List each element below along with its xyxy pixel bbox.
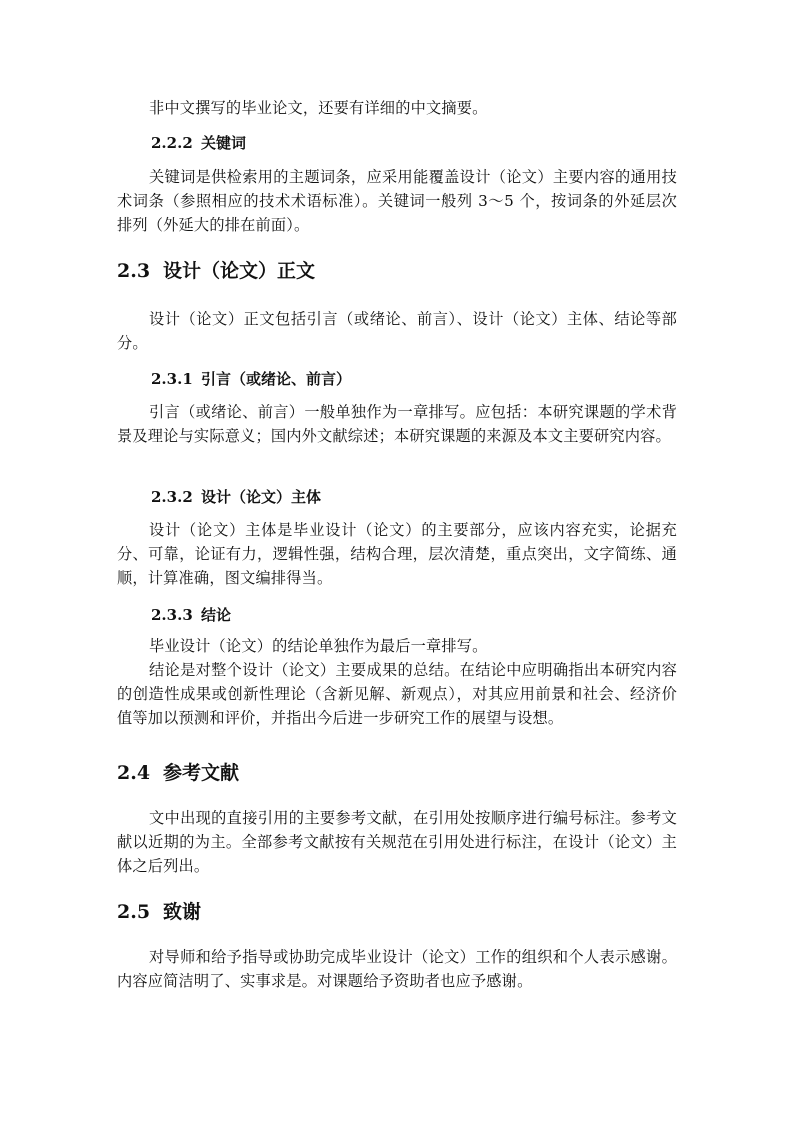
paragraph-text: 毕业设计（论文）的结论单独作为最后一章排写。 xyxy=(149,637,488,655)
heading-2-3-2 xyxy=(117,485,677,509)
paragraph-references xyxy=(117,806,677,878)
heading-number: 2.2.2 xyxy=(151,134,193,152)
paragraph-introduction xyxy=(117,400,677,448)
paragraph-text: 结论是对整个设计（论文）主要成果的总结。在结论中应明确指出本研究内容的创造性成果或创新性理论（含新见解、新观点），对其应用前景和社会、经济价值等加以预测和评价，并指出今后进一步研究工作的展望与设想。 xyxy=(117,661,677,727)
paragraph-text: 设计（论文）主体是毕业设计（论文）的主要部分，应该内容充实，论据充分、可靠，论证有力，逻辑性强，结构合理，层次清楚，重点突出，文字简练、通顺，计算准确，图文编排得当。 xyxy=(117,521,677,587)
heading-number: 2.5 xyxy=(117,901,151,923)
heading-2-3-3 xyxy=(117,603,677,627)
paragraph-conclusion-1 xyxy=(117,634,677,658)
paragraph-abstract-note xyxy=(117,96,677,120)
paragraph-conclusion-2 xyxy=(117,658,677,730)
paragraph-text: 非中文撰写的毕业论文，还要有详细的中文摘要。 xyxy=(149,99,488,117)
heading-title: 设计（论文）正文 xyxy=(163,260,316,282)
paragraph-body-intro xyxy=(117,307,677,355)
heading-title: 设计（论文）主体 xyxy=(201,488,322,506)
heading-title: 结论 xyxy=(201,606,232,624)
heading-title: 引言（或绪论、前言） xyxy=(201,370,352,388)
paragraph-text: 引言（或绪论、前言）一般单独作为一章排写。应包括：本研究课题的学术背景及理论与实际意义；国内外文献综述；本研究课题的来源及本文主要研究内容。 xyxy=(117,403,677,445)
heading-number: 2.3.1 xyxy=(151,370,193,388)
heading-2-3 xyxy=(117,257,677,285)
paragraph-text: 关键词是供检索用的主题词条，应采用能覆盖设计（论文）主要内容的通用技术词条（参照相应的技术术语标准）。关键词一般列 3～5 个，按词条的外延层次排列（外延大的排在前面）。 xyxy=(117,168,677,234)
paragraph-text: 对导师和给予指导或协助完成毕业设计（论文）工作的组织和个人表示感谢。内容应简洁明了、实事求是。对课题给予资助者也应予感谢。 xyxy=(117,948,677,990)
heading-number: 2.3 xyxy=(117,260,151,282)
paragraph-keywords xyxy=(117,165,677,237)
paragraph-text: 设计（论文）正文包括引言（或绪论、前言）、设计（论文）主体、结论等部分。 xyxy=(117,310,677,352)
paragraph-acknowledgements xyxy=(117,945,677,993)
paragraph-main-body xyxy=(117,518,677,590)
heading-2-3-1 xyxy=(117,367,677,391)
heading-title: 关键词 xyxy=(201,134,247,152)
paragraph-text: 文中出现的直接引用的主要参考文献，在引用处按顺序进行编号标注。参考文献以近期的为主。全部参考文献按有关规范在引用处进行标注，在设计（论文）主体之后列出。 xyxy=(117,809,677,875)
heading-2-2-2 xyxy=(117,131,677,155)
heading-number: 2.3.3 xyxy=(151,606,193,624)
heading-number: 2.4 xyxy=(117,762,151,784)
heading-2-5 xyxy=(117,898,677,926)
heading-title: 致谢 xyxy=(163,901,202,923)
heading-2-4 xyxy=(117,759,677,787)
heading-number: 2.3.2 xyxy=(151,488,193,506)
heading-title: 参考文献 xyxy=(163,762,240,784)
